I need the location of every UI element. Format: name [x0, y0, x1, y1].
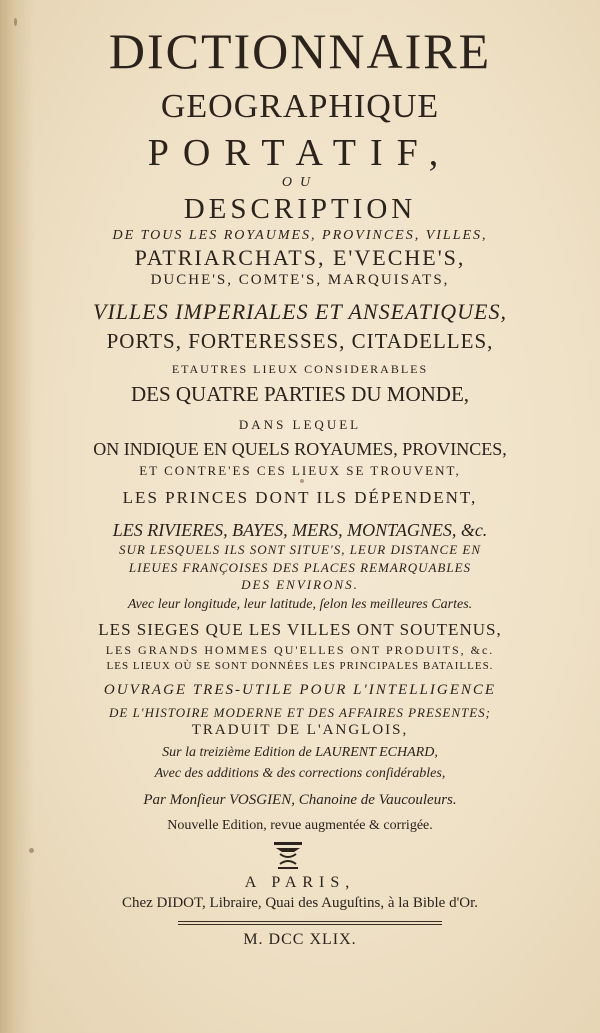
imprint-place: A PARIS,: [244, 874, 356, 891]
imprint-date: M. DCC XLIX.: [243, 931, 357, 948]
imprint-rule: [178, 924, 442, 925]
ink-speck: [300, 479, 304, 483]
subtitle-line-7: DES QUATRE PARTIES DU MONDE,: [130, 382, 470, 406]
subtitle-line-17: LES SIEGES QUE LES VILLES ONT SOUTENUS,: [98, 620, 502, 639]
subtitle-line-15: DES ENVIRONS.: [241, 577, 359, 592]
ink-speck: [14, 18, 17, 26]
subtitle-line-9: ON INDIQUE EN QUELS ROYAUMES, PROVINCES,: [93, 439, 507, 459]
subtitle-line-12: LES RIVIERES, BAYES, MERS, MONTAGNES, &c.: [112, 520, 488, 540]
subtitle-line-8: DANS LEQUEL: [238, 417, 362, 432]
subtitle-line-5: PORTS, FORTERESSES, CITADELLES,: [106, 329, 494, 353]
imprint-publisher: Chez DIDOT, Libraire, Quai des Auguſtins, à la Bible d'Or.: [121, 895, 479, 911]
subtitle-line-11: LES PRINCES DONT ILS DÉPENDENT,: [122, 488, 478, 507]
additions-line: Avec des additions & des corrections conſidérables,: [154, 766, 446, 781]
ink-speck: [29, 848, 34, 853]
title-line-2: GEOGRAPHIQUE: [160, 88, 440, 125]
subtitle-line-14: LIEUES FRANÇOISES DES PLACES REMARQUABLES: [128, 560, 472, 575]
subtitle-line-21: DE L'HISTOIRE MODERNE ET DES AFFAIRES PRESENTES;: [108, 705, 491, 720]
subtitle-line-13: SUR LESQUELS ILS SONT SITUE'S, LEUR DISTANCE EN: [118, 542, 482, 557]
subtitle-line-20: OUVRAGE TRES-UTILE POUR L'INTELLIGENCE: [103, 682, 497, 698]
subtitle-line-4: VILLES IMPERIALES ET ANSEATIQUES,: [93, 299, 507, 324]
subtitle-line-6: ETAUTRES LIEUX CONSIDERABLES: [171, 362, 429, 376]
new-edition-line: Nouvelle Edition, revue augmentée & corrigée.: [167, 818, 433, 833]
subtitle-line-18: LES GRANDS HOMMES QU'ELLES ONT PRODUITS, &c.: [105, 643, 495, 657]
edition-line: Sur la treizième Edition de LAURENT ECHARD,: [162, 745, 438, 760]
subtitle-line-3: DUCHE'S, COMTE'S, MARQUISATS,: [150, 272, 450, 288]
subtitle-line-16: Avec leur longitude, leur latitude, ſelon les meilleures Cartes.: [127, 597, 473, 612]
title-line-1: DICTIONNAIRE: [108, 23, 492, 79]
subtitle-line-19: LES LIEUX OÙ SE SONT DONNÉES LES PRINCIPALES BATAILLES.: [106, 660, 494, 672]
imprint-rule: [178, 921, 442, 922]
title-ou: OU: [281, 175, 319, 190]
subtitle-line-22: TRADUIT DE L'ANGLOIS,: [191, 722, 409, 738]
subtitle-line-10: ET CONTRE'ES CES LIEUX SE TROUVENT,: [139, 463, 461, 478]
title-line-3: PORTATIF,: [147, 132, 453, 174]
subtitle-line-1: DE TOUS LES ROYAUMES, PROVINCES, VILLES,: [112, 228, 488, 243]
subtitle-line-2: PATRIARCHATS, E'VECHE'S,: [134, 245, 466, 270]
author-line: Par Monſieur VOSGIEN, Chanoine de Vaucouleurs.: [143, 792, 457, 808]
printers-fleuron-icon: [270, 840, 306, 870]
title-description: DESCRIPTION: [183, 193, 417, 225]
